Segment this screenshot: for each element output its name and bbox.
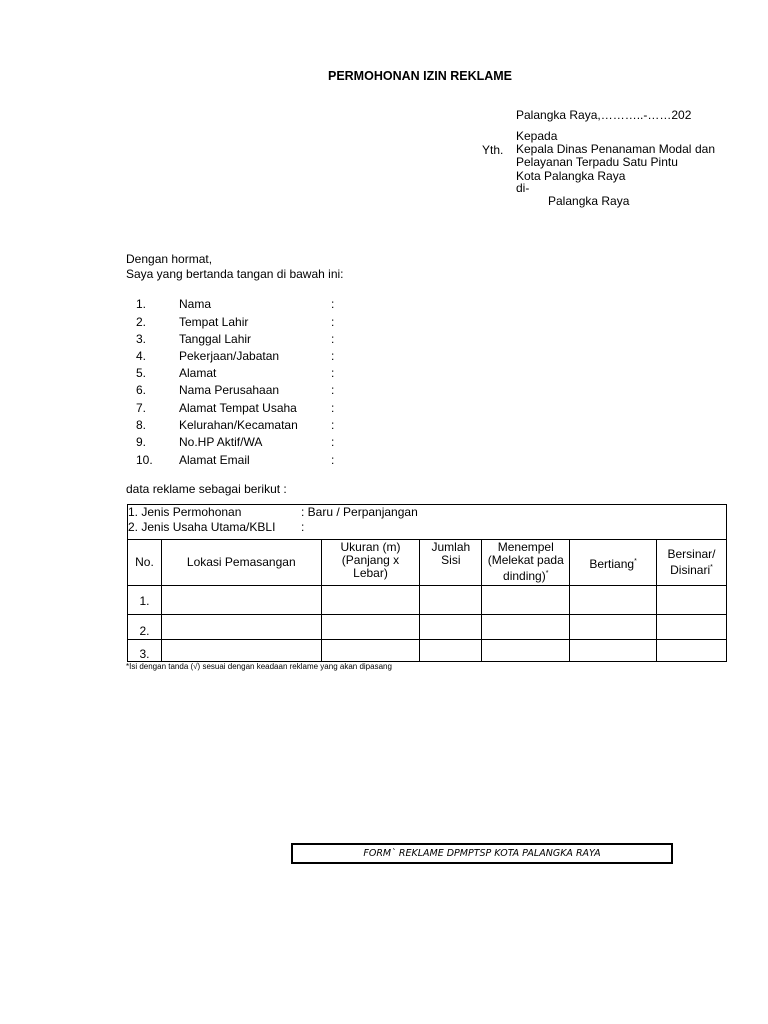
recipient-line1: Kepala Dinas Penanaman Modal [516,142,692,156]
jumlah-cell[interactable] [420,615,482,640]
field-label: Alamat [179,366,217,380]
field-label: Kelurahan/Kecamatan [179,418,298,432]
field-colon: : [331,401,335,415]
billboard-data-table [127,504,727,662]
field-colon: : [331,418,335,432]
header-ukuran-line: (Panjang x [341,553,400,567]
header-ukuran-line: Ukuran (m) [340,540,401,554]
asterisk-mark: * [710,564,713,571]
field-colon: : [331,315,335,329]
field-number: 4. [136,349,147,363]
header-jumlah-line: Sisi [441,553,461,567]
field-number: 6. [136,383,147,397]
ukuran-cell[interactable] [321,586,420,615]
application-type-value: : Baru / Perpanjangan [301,505,418,519]
field-colon: : [331,435,335,449]
menempel-cell[interactable] [482,586,570,615]
field-label: Tanggal Lahir [179,332,252,346]
header-jumlah [420,540,482,586]
application-type-label: 1. Jenis Permohonan [128,505,242,519]
header-bersinar [657,540,727,586]
bersinar-cell[interactable] [657,586,727,615]
ukuran-cell[interactable] [321,615,420,640]
intro-text: Saya yang bertanda tangan di bawah ini: [126,267,344,281]
bersinar-cell[interactable] [657,640,727,662]
lokasi-cell[interactable] [161,586,321,615]
greeting-text: Dengan hormat, [126,252,213,266]
header-no: No. [128,540,162,586]
field-colon: : [331,297,335,311]
business-type-line [128,520,726,535]
field-number: 3. [136,332,147,346]
field-label: Alamat Tempat Usaha [179,401,297,415]
bertiang-cell[interactable] [570,640,657,662]
business-type-label: 2. Jenis Usaha Utama/KBLI [128,520,276,534]
greeting [126,252,344,282]
field-number: 1. [136,297,147,311]
footnote: *Isi dengan tanda (√) sesuai dengan keadaan reklame yang akan dipasang [126,662,392,671]
field-number: 8. [136,418,147,432]
bertiang-cell[interactable] [570,586,657,615]
header-menempel-line: (Melekat pada [487,553,564,567]
header-ukuran-line: Lebar) [353,566,388,580]
application-info-cell [128,505,727,540]
field-number: 10. [136,453,153,467]
business-type-value: : [301,520,305,534]
jumlah-cell[interactable] [420,640,482,662]
field-colon: : [331,332,335,346]
asterisk-mark: * [634,557,637,565]
field-number: 7. [136,401,147,415]
form-footer-label: FORM` REKLAME DPMPTSP KOTA PALANGKA RAYA [291,843,673,864]
recipient-city: Palangka Raya [548,194,630,208]
row-number: 3. [128,640,162,662]
recipient-line1-dan: dan [695,142,716,156]
recipient-line2: Pelayanan Terpadu Satu Pintu [516,155,678,169]
header-bertiang [570,540,657,586]
header-menempel [482,540,570,586]
bertiang-cell[interactable] [570,615,657,640]
asterisk-mark: * [545,570,549,577]
date-line: Palangka Raya,………..-……202 [516,108,692,122]
header-ukuran [321,540,420,586]
field-colon: : [331,349,335,363]
header-lokasi: Lokasi Pemasangan [161,540,321,586]
header-bersinar-line: Disinari [670,563,711,577]
field-colon: : [331,383,335,397]
header-bersinar-line: Bersinar/ [667,547,716,561]
field-number: 5. [136,366,147,380]
field-label: Pekerjaan/Jabatan [179,349,280,363]
recipient-line3: Kota Palangka Raya [516,169,626,183]
field-number: 2. [136,315,147,329]
data-intro: data reklame sebagai berikut : [126,482,287,496]
header-menempel-line: Menempel [497,540,554,554]
lokasi-cell[interactable] [161,615,321,640]
field-colon: : [331,366,335,380]
recipient-kepada: Kepada [516,129,558,143]
field-label: Nama [179,297,212,311]
field-number: 9. [136,435,147,449]
jumlah-cell[interactable] [420,586,482,615]
header-menempel-line: dinding) [503,569,546,583]
table-row [128,615,727,640]
row-number: 2. [128,615,162,640]
yth-label: Yth. [482,143,504,157]
header-bertiang-label: Bertiang [589,556,635,571]
table-row [128,586,727,615]
page-title: PERMOHONAN IZIN REKLAME [327,69,513,83]
field-label: Nama Perusahaan [179,383,280,397]
field-label: Alamat Email [179,453,250,467]
field-label: Tempat Lahir [179,315,249,329]
recipient-di: di- [516,181,530,195]
application-type-line [128,505,726,520]
header-jumlah-line: Jumlah [431,540,471,554]
ukuran-cell[interactable] [321,640,420,662]
table-row [128,640,727,662]
bersinar-cell[interactable] [657,615,727,640]
field-colon: : [331,453,335,467]
lokasi-cell[interactable] [161,640,321,662]
field-label: No.HP Aktif/WA [179,435,263,449]
row-number: 1. [128,586,162,615]
menempel-cell[interactable] [482,615,570,640]
menempel-cell[interactable] [482,640,570,662]
